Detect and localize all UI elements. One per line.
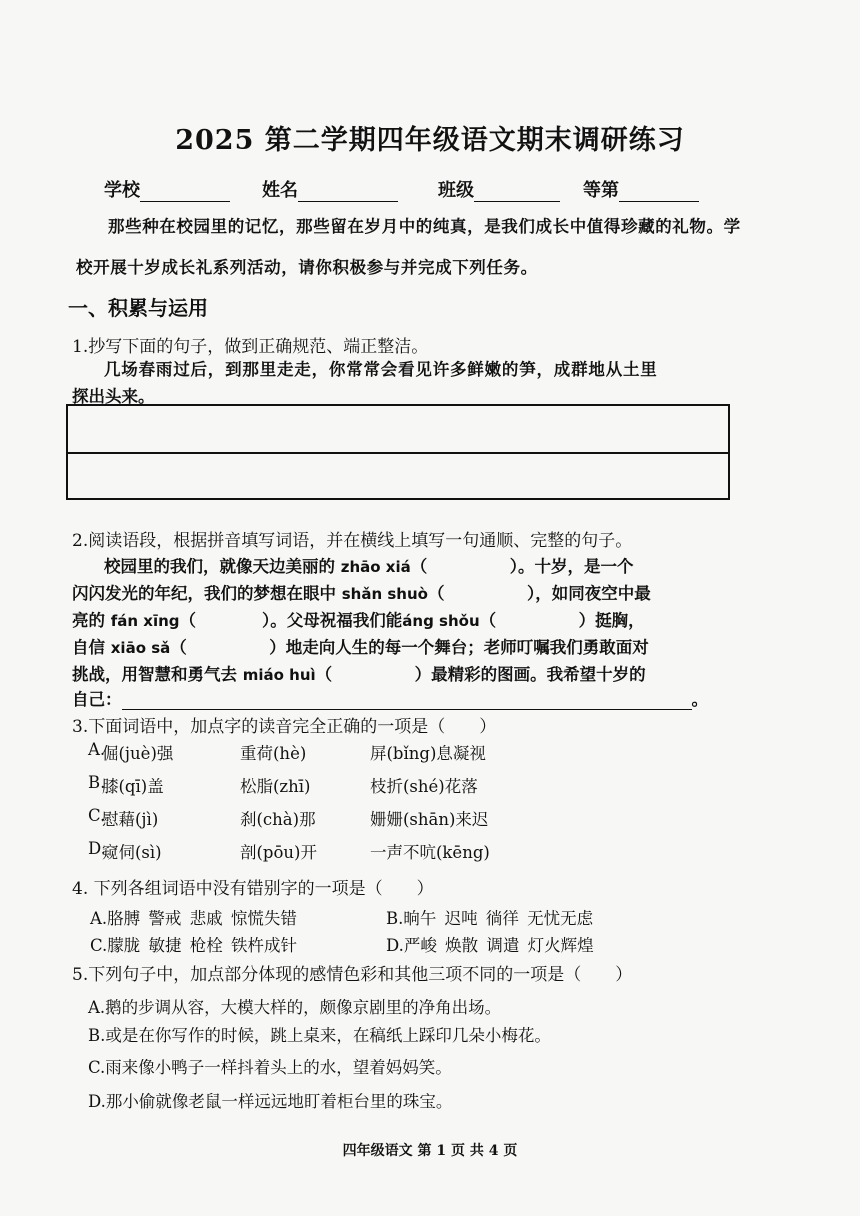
q5-option-b[interactable]: B.或是在你写作的时候，跳上桌来，在稿纸上踩印几朵小梅花。: [88, 1026, 551, 1045]
intro-line-2: 校开展十岁成长礼系列活动，请你积极参与并完成下列任务。: [76, 258, 538, 277]
name-field[interactable]: [262, 176, 398, 202]
q3-word: 倔(juè)强: [102, 744, 174, 763]
school-blank[interactable]: [140, 183, 230, 202]
q2-line-2: [72, 580, 651, 604]
q2-blank-6[interactable]: （ ）最精彩的图画。我希望十岁的: [315, 665, 646, 684]
q4-option-b[interactable]: B.晌午 迟吨 徜徉 无忧无虑: [386, 909, 594, 928]
pinyin-zhaoxia: zhāo xiá: [340, 558, 411, 576]
pinyin-shanshuo: shǎn shuò: [341, 585, 428, 603]
q4-option-d[interactable]: D.严峻 焕散 调遣 灯火辉煌: [386, 936, 594, 955]
q2-line-3: [72, 607, 645, 631]
q3-word: 枝折(shé)花落: [370, 777, 478, 796]
q2-blank-4[interactable]: （ ）挺胸，: [479, 611, 645, 630]
q2-blank-3[interactable]: （ ）。父母祝福我们能: [179, 611, 403, 630]
q2-text: 校园里的我们，就像天边美丽的: [104, 557, 335, 576]
page-footer: 四年级语文 第 1 页 共 4 页: [342, 1143, 518, 1159]
q3-stem: 3.下面词语中，加点字的读音完全正确的一项是（ ）: [72, 717, 497, 737]
q2-period: 。: [691, 690, 708, 709]
pinyin-miaohui: miáo huì: [242, 666, 316, 684]
q2-text: 挑战，用智慧和勇气去: [72, 665, 237, 684]
grade-field[interactable]: [583, 176, 699, 202]
name-label: 姓名: [262, 180, 298, 201]
q2-line-4: [72, 634, 649, 658]
q3-word: 慰藉(jì): [102, 810, 159, 829]
q2-sentence-blank[interactable]: [122, 691, 692, 710]
q5-option-d[interactable]: D.那小偷就像老鼠一样远远地盯着柜台里的珠宝。: [88, 1092, 453, 1111]
class-label: 班级: [438, 180, 474, 201]
q5-stem: 5.下列句子中，加点部分体现的感情色彩和其他三项不同的一项是（ ）: [72, 965, 633, 985]
writing-box-divider: [68, 452, 728, 454]
q2-text: 自信: [72, 638, 105, 657]
q3-word: 一声不吭(kēng): [370, 843, 490, 862]
copy-writing-box[interactable]: [66, 404, 730, 500]
q3-option-letter: C.: [88, 806, 106, 825]
q3-word: 膝(qī)盖: [102, 777, 164, 796]
q2-line-6: [72, 686, 708, 710]
q2-line-1: [104, 553, 634, 577]
grade-label: 等第: [583, 180, 619, 201]
class-blank[interactable]: [474, 183, 560, 202]
q3-word: 刹(chà)那: [240, 810, 316, 829]
q1-sentence-line-1: 几场春雨过后，到那里走走，你常常会看见许多鲜嫩的笋，成群地从土里: [104, 360, 658, 379]
q4-option-a[interactable]: A.胳膊 警戒 悲戚 惊慌失错: [90, 909, 297, 928]
q4-option-c[interactable]: C.朦胧 敏捷 枪栓 铁杵成针: [90, 936, 298, 955]
q2-blank-2[interactable]: （ ），如同夜空中最: [427, 584, 651, 603]
intro-line-1: 那些种在校园里的记忆，那些留在岁月中的纯真，是我们成长中值得珍藏的礼物。学: [108, 217, 741, 236]
class-field[interactable]: [438, 176, 560, 202]
q3-option-letter: B.: [88, 773, 106, 792]
q2-blank-5[interactable]: （ ）地走向人生的每一个舞台；老师叮嘱我们勇敢面对: [170, 638, 649, 657]
school-label: 学校: [104, 180, 140, 201]
q1-stem: 1.抄写下面的句子，做到正确规范、端正整洁。: [72, 337, 429, 357]
grade-blank[interactable]: [619, 183, 699, 202]
q2-line-5: [72, 661, 646, 685]
section-heading-1: 一、积累与运用: [68, 296, 208, 320]
q2-stem: 2.阅读语段，根据拼音填写词语，并在横线上填写一句通顺、完整的句子。: [72, 531, 633, 551]
q5-option-a[interactable]: A.鹅的步调从容，大模大样的，颇像京剧里的净角出场。: [88, 998, 502, 1017]
q3-word: 屏(bǐng)息凝视: [370, 744, 486, 763]
page-title: 2025 第二学期四年级语文期末调研练习: [175, 125, 685, 156]
q3-word: 松脂(zhī): [240, 777, 311, 796]
q3-option-letter: A.: [88, 740, 106, 759]
pinyin-angshou: áng shǒu: [402, 612, 480, 630]
q5-option-c[interactable]: C.雨来像小鸭子一样抖着头上的水，望着妈妈笑。: [88, 1058, 452, 1077]
q3-word: 重荷(hè): [240, 744, 307, 763]
q2-text: 自己：: [72, 690, 122, 709]
q1-sentence-line-2: 探出头来。: [72, 387, 155, 406]
pinyin-xiaosa: xiāo sǎ: [110, 639, 171, 657]
q2-text: 闪闪发光的年纪，我们的梦想在眼中: [72, 584, 336, 603]
q2-blank-1[interactable]: （ ）。十岁，是一个: [410, 557, 634, 576]
q3-word: 窥伺(sì): [102, 843, 162, 862]
school-field[interactable]: [104, 176, 230, 202]
q3-option-letter: D.: [88, 839, 106, 858]
q4-stem: 4. 下列各组词语中没有错别字的一项是（ ）: [72, 879, 434, 899]
name-blank[interactable]: [298, 183, 398, 202]
q3-word: 姗姗(shān)来迟: [370, 810, 489, 829]
pinyin-fanxing: fán xīng: [110, 612, 180, 630]
q2-text: 亮的: [72, 611, 105, 630]
q3-word: 剖(pōu)开: [240, 843, 317, 862]
